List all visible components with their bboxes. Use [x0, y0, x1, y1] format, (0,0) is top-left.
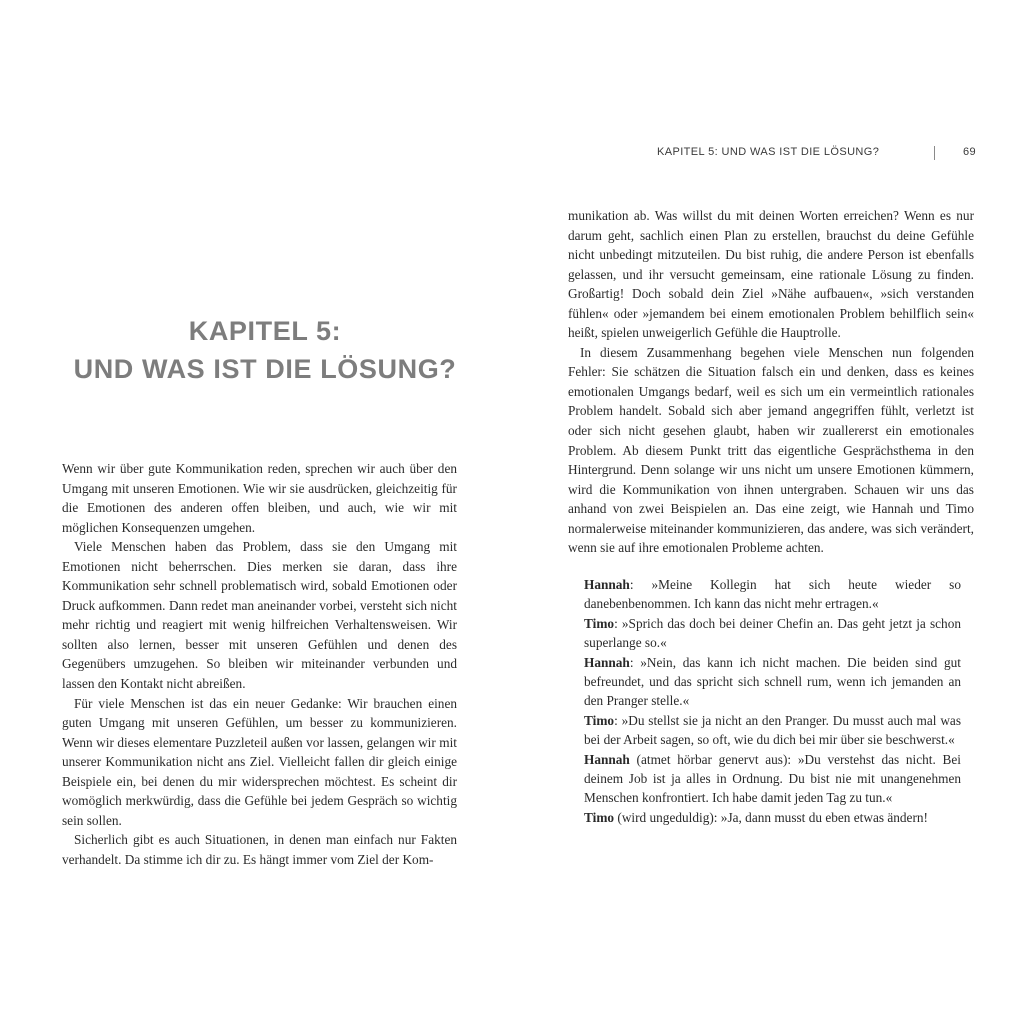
dialogue-note: :: [629, 577, 634, 592]
dialogue-note: (wird ungeduldig):: [614, 809, 718, 825]
dialogue-speaker: Hannah: [584, 654, 630, 670]
dialogue-line: [584, 711, 961, 750]
dialogue-speaker: Hannah: [584, 577, 630, 592]
right-page: [512, 0, 1024, 1024]
dialogue-line: [584, 808, 961, 827]
chapter-title-line1: KAPITEL 5:: [188, 316, 342, 346]
running-header-title: KAPITEL 5: UND WAS IST DIE LÖSUNG?: [657, 146, 880, 158]
dialogue-speaker: Timo: [584, 615, 615, 631]
dialogue-note: :: [614, 712, 618, 728]
dialogue-block: [584, 575, 961, 827]
paragraph: Wenn wir über gute Kommunikation reden, sprechen wir auch über den Umgang mit unseren Emotionen. Wie wir sie ausdrücken, gleichzeitig für die Emotionen des anderen offen bleiben, und auch, wie wir mit möglichen Konsequenzen umgehen.: [62, 461, 457, 535]
dialogue-text: »Meine Kollegin hat sich heute wieder so danebenbenommen. Ich kann das nicht mehr ertragen.«: [584, 577, 961, 612]
dialogue-speaker: Hannah: [584, 751, 630, 767]
dialogue-note: (atmet hörbar genervt aus):: [629, 751, 792, 767]
dialogue-note: :: [614, 615, 618, 631]
dialogue-text: »Ja, dann musst du eben etwas ändern!: [717, 809, 928, 825]
chapter-title: [60, 312, 470, 388]
paragraph: Viele Menschen haben das Problem, dass sie den Umgang mit Emotionen nicht beherrschen. Dies merken sie daran, dass ihre Kommunikation sehr schnell problematisch wird, sobald Emotionen oder Druck aufkommen. Dann redet man aneinander vorbei, versteht sich nicht mehr richtig und reagiert mit wenig hilfreichen Verhaltensweisen. Wir sollten also lernen, besser mit unseren Gefühlen und denen des Gegenübers umzugehen. So bleiben wir miteinander verbunden und lassen den Kontakt nicht abreißen.: [62, 539, 457, 692]
dialogue-line: [584, 575, 961, 614]
dialogue-text: »Sprich das doch bei deiner Chefin an. Das geht jetzt ja schon superlange so.«: [584, 615, 961, 651]
paragraph: In diesem Zusammenhang begehen viele Menschen nun folgenden Fehler: Sie schätzen die Situation falsch ein und denken, dass es keines emotionalen Umgangs bedarf, weil es sich um ein vermeintlich rationales Problem handelt. Sobald sich aber jemand angegriffen fühlt, verletzt ist oder sich nicht gesehen glaubt, haben wir zuallererst ein emotionales Problem. Ab diesem Punkt tritt das eigentliche Gesprächsthema in den Hintergrund. Denn solange wir uns nicht um unsere Emotionen kümmern, wird die Kommunikation von ihnen untergraben. Schauen wir uns das anhand von zwei Beispielen an. Das eine zeigt, wie Hannah und Timo normalerweise miteinander kommunizieren, das andere, was sich verändert, wenn sie auf ihre emotionalen Probleme achten.: [568, 344, 974, 556]
page-number: 69: [963, 146, 977, 158]
dialogue-text: »Du stellst sie ja nicht an den Pranger. Du musst auch mal was bei der Arbeit sagen, so oft, wie du dich bei mir über sie beschwerst.«: [584, 712, 961, 748]
left-body-text: [62, 459, 457, 869]
right-body-text: [568, 206, 974, 558]
chapter-title-line2: UND WAS IST DIE LÖSUNG?: [73, 354, 457, 384]
dialogue-line: [584, 653, 961, 711]
dialogue-note: :: [629, 654, 634, 670]
dialogue-speaker: Timo: [584, 712, 615, 728]
dialogue-speaker: Timo: [584, 809, 615, 825]
paragraph: munikation ab. Was willst du mit deinen Worten erreichen? Wenn es nur darum geht, sachlich einen Plan zu erstellen, brauchst du deine Gefühle nicht unbedingt mitzuteilen. Du bist ruhig, die andere Person ist ebenfalls gelassen, und ihr versucht gemeinsam, eine rationale Lösung zu finden. Großartig! Doch sobald dein Ziel »Nähe aufbauen«, »sich verstanden fühlen« oder »jemandem bei einem emotionalen Problem behilflich sein« heißt, spielen unweigerlich Gefühle die Hauptrolle.: [568, 208, 974, 341]
dialogue-line: [584, 614, 961, 653]
dialogue-text: »Nein, das kann ich nicht machen. Die beiden sind gut befreundet, und das spricht sich schnell rum, wenn ich jemanden an den Pranger stelle.«: [584, 654, 961, 709]
paragraph: Für viele Menschen ist das ein neuer Gedanke: Wir brauchen einen guten Umgang mit unseren Gefühlen, um besser zu kommunizieren. Wenn wir dieses elementare Puzzleteil außen vor lassen, gelangen wir mit unserer Kommunikation nicht ans Ziel. Vielleicht fallen dir gleich einige Beispiele ein, bei denen du mir widersprechen möchtest. Es scheint dir womöglich merkwürdig, dass die Gefühle bei jedem Gespräch so wichtig sein sollen.: [62, 695, 457, 828]
paragraph: Sicherlich gibt es auch Situationen, in denen man einfach nur Fakten verhandelt. Da stimme ich dir zu. Es hängt immer vom Ziel der Kom-: [62, 832, 457, 867]
dialogue-text: »Du verstehst das nicht. Bei deinem Job ist ja alles in Ordnung. Du bist nie mit unangenehmen Menschen konfrontiert. Ich habe damit jeden Tag zu tun.«: [584, 751, 961, 806]
dialogue-line: [584, 750, 961, 808]
